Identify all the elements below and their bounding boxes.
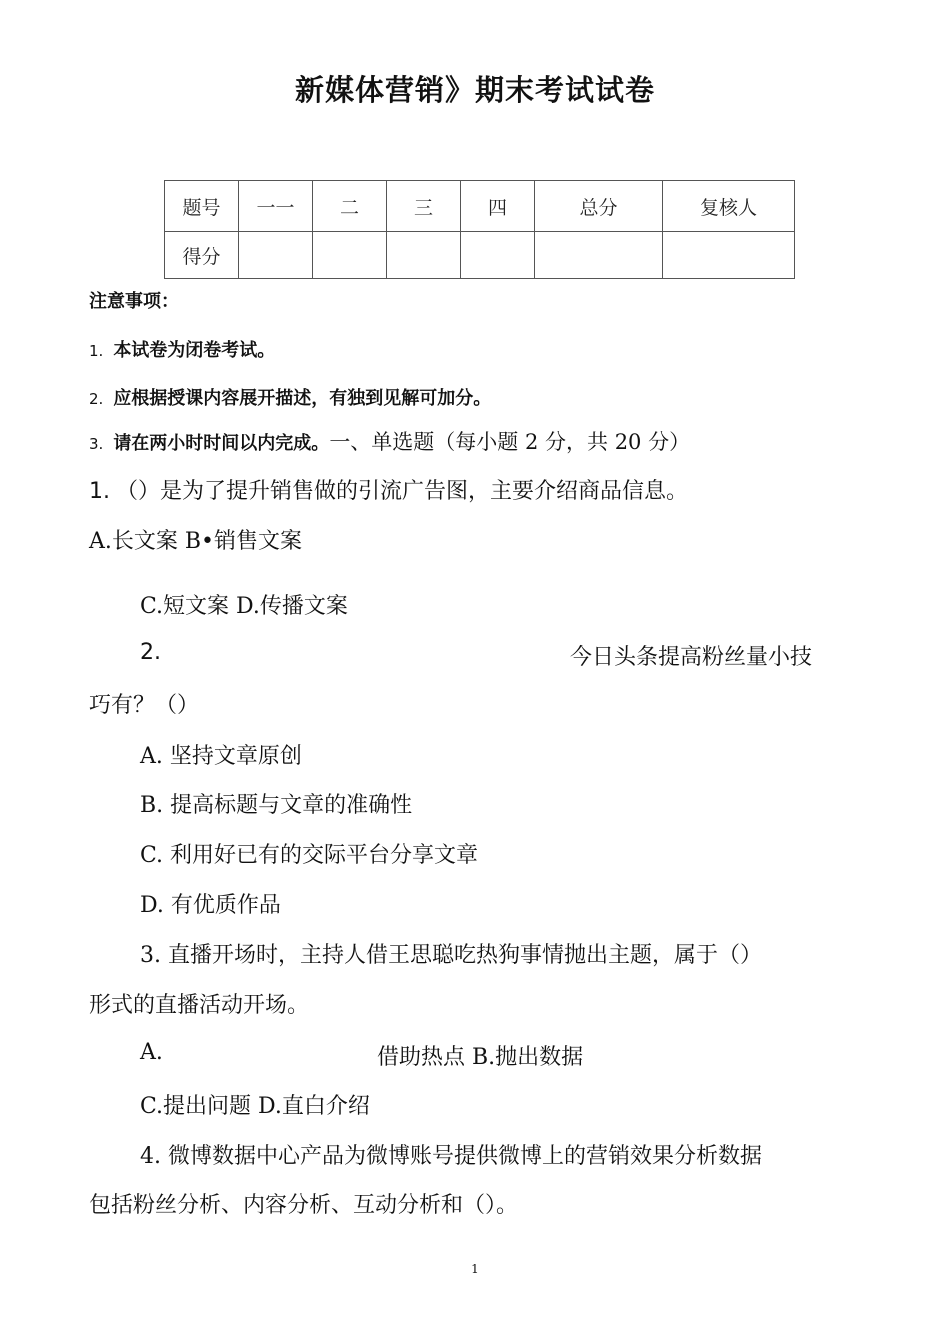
note-text: 本试卷为闭卷考试。 <box>113 340 276 361</box>
note-number: 1. <box>89 342 104 360</box>
q2-option-b: B. 提高标题与文章的准确性 <box>140 793 413 818</box>
q3-options-cd: C.提出问题 D.直白介绍 <box>140 1094 370 1119</box>
question-1 <box>89 474 688 505</box>
note-number: 3. <box>89 435 104 453</box>
note-number: 2. <box>89 390 104 408</box>
score-table-header-row <box>165 181 795 232</box>
header-cell: 三 <box>387 181 461 232</box>
question-3-line1: 3. 直播开场时，主持人借王思聪吃热狗事情抛出主题，属于（） <box>140 943 762 968</box>
score-cell <box>663 232 795 279</box>
score-table <box>164 180 795 279</box>
header-cell: 总分 <box>535 181 663 232</box>
header-cell: 四 <box>461 181 535 232</box>
question-3-line2: 形式的直播活动开场。 <box>89 993 310 1018</box>
q2-option-d: D. 有优质作品 <box>140 893 281 918</box>
q3-options-ab: 借助热点 B.抛出数据 <box>377 1045 584 1070</box>
header-cell: 二 <box>313 181 387 232</box>
header-cell: 题号 <box>165 181 239 232</box>
note-text: 应根据授课内容展开描述，有独到见解可加分。 <box>113 388 492 409</box>
score-cell <box>535 232 663 279</box>
score-cell <box>387 232 461 279</box>
note-item-2 <box>89 384 491 410</box>
score-cell <box>461 232 535 279</box>
q1-options-ab: A.长文案 B•销售文案 <box>89 529 303 554</box>
note-item-1 <box>89 336 275 362</box>
header-cell: 一一 <box>239 181 313 232</box>
q3-option-a-label: A. <box>140 1040 163 1065</box>
score-table-score-row <box>165 232 795 279</box>
question-text: （）是为了提升销售做的引流广告图，主要介绍商品信息。 <box>116 479 689 504</box>
q2-option-c: C. 利用好已有的交际平台分享文章 <box>140 843 479 868</box>
note-item-3 <box>89 426 690 456</box>
score-cell <box>239 232 313 279</box>
section-heading: 一、单选题（每小题 2 分，共 20 分） <box>329 430 691 454</box>
header-cell: 复核人 <box>663 181 795 232</box>
question-2-text: 今日头条提高粉丝量小技 <box>570 645 813 670</box>
question-number: 2. <box>140 640 161 665</box>
note-text: 请在两小时时间以内完成。 <box>113 433 330 454</box>
notes-heading: 注意事项： <box>89 291 179 312</box>
row-label-cell: 得分 <box>165 232 239 279</box>
page-number: 1 <box>471 1262 479 1276</box>
question-2-text-cont: 巧有？（） <box>89 693 200 718</box>
exam-title: 新媒体营销》期末考试试卷 <box>294 73 655 107</box>
question-4-line2: 包括粉丝分析、内容分析、互动分析和（）。 <box>89 1193 519 1218</box>
score-cell <box>313 232 387 279</box>
question-number: 1. <box>89 479 110 504</box>
q2-option-a: A. 坚持文章原创 <box>140 744 302 769</box>
q1-options-cd: C.短文案 D.传播文案 <box>140 594 348 619</box>
question-4-line1: 4. 微博数据中心产品为微博账号提供微博上的营销效果分析数据 <box>140 1144 762 1169</box>
